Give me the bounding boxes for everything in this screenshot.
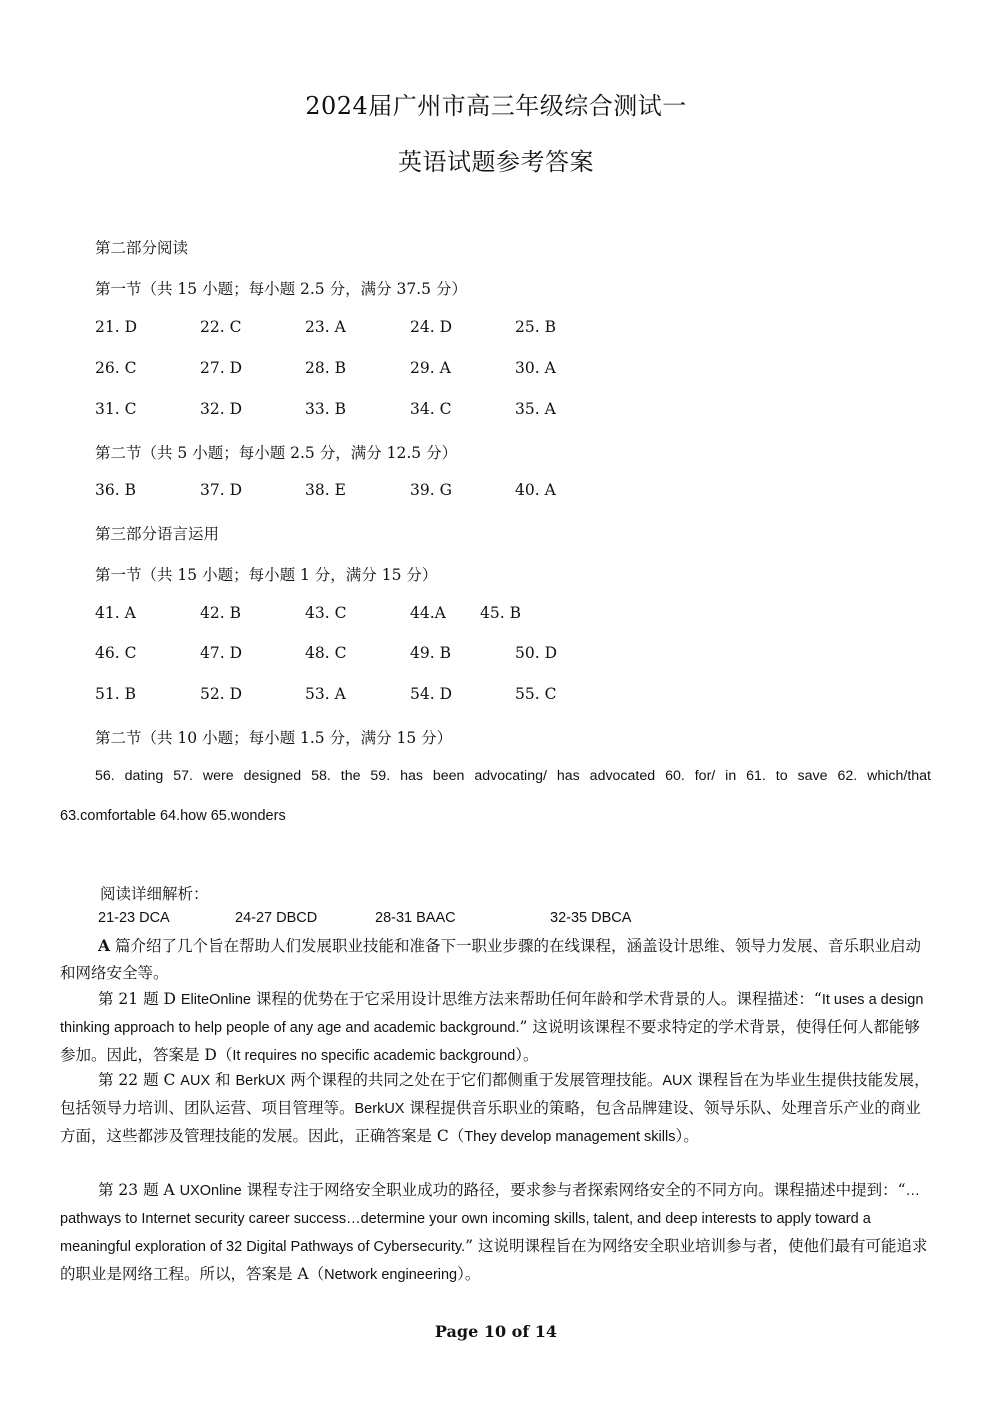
course-name: AUX (180, 1073, 211, 1089)
answer-item: 46. C (95, 644, 137, 662)
answer-item: 40. A (515, 481, 556, 499)
answer-item: 54. D (410, 685, 453, 703)
answer-item: 41. A (95, 604, 136, 622)
part3-sec2-heading: 第二节（共 10 小题；每小题 1.5 分，满分 15 分） (95, 729, 453, 747)
answer-item: 28. B (305, 359, 346, 377)
quote-text: It uses a design thinking approach to help people of any age and academic background. (60, 992, 924, 1036)
answer-item: 50. D (515, 644, 558, 662)
answer-item: 21. D (95, 318, 138, 336)
answer-item: 42. B (200, 604, 241, 622)
explanation-text: ）。 (457, 1265, 481, 1283)
answer-item: 35. A (515, 400, 556, 418)
answer-item: 44.A (410, 604, 446, 622)
answer-item: 34. C (410, 400, 452, 418)
explanation-text: 课程旨在为毕业生提供技能发展，包括领导力培训、团队运营、项目管理等。 (60, 1071, 930, 1117)
explanation-text: ）。 (675, 1127, 699, 1145)
answer-item: 29. A (410, 359, 451, 377)
explanation-text: 课程提供音乐职业的策略，包含品牌建设、领导乐队、处理音乐产业的商业方面，这些都涉及管理技能的发展。因此，正确答案是 C（ (60, 1099, 921, 1145)
answer-group: 32-35 DBCA (550, 910, 632, 926)
part3-heading: 第三部分语言运用 (95, 525, 220, 543)
part2-heading: 第二部分阅读 (95, 239, 189, 257)
answer-item: 53. A (305, 685, 346, 703)
answer-item: 43. C (305, 604, 347, 622)
quote-text: …pathways to Internet security career success…determine your own incoming skills, talent, and deep interests to apply toward a meaningful exploration of 32 Digital Pathways of Cybersecurity. (60, 1183, 921, 1255)
answer-text: They develop management skills (464, 1129, 676, 1145)
explanation-text: 两个课程的共同之处在于它们都侧重于发展管理技能。 (285, 1071, 663, 1089)
passage-summary-text: 篇介绍了几个旨在帮助人们发展职业技能和准备下一职业步骤的在线课程，涵盖设计思维、领导力发展、音乐职业启动和网络安全等。 (60, 937, 921, 982)
fill-in-answers-line1: 56. dating 57. were designed 58. the 59. has been advocating/ has advocated 60. for/ in 61. to save 62. which/that (95, 768, 931, 784)
explanation-text: ）。 (515, 1046, 539, 1064)
answer-item: 55. C (515, 685, 557, 703)
answer-item: 47. D (200, 644, 243, 662)
page-number: Page 10 of 14 (434, 1322, 558, 1341)
explanation-text: ” 这说明课程旨在为网络安全职业培训参与者，使他们最有可能追求的职业是网络工程。所以，答案是 A（ (60, 1237, 928, 1283)
answer-item: 36. B (95, 481, 136, 499)
answer-item: 24. D (410, 318, 453, 336)
answer-item: 39. G (410, 481, 452, 499)
answer-item: 51. B (95, 685, 136, 703)
answer-group: 21-23 DCA (98, 910, 170, 926)
course-name: EliteOnline (180, 992, 251, 1008)
answer-item: 30. A (515, 359, 556, 377)
answer-item: 33. B (305, 400, 346, 418)
course-name: BerkUX (354, 1101, 405, 1117)
answer-item: 32. D (200, 400, 243, 418)
answer-text: It requires no specific academic background (232, 1048, 516, 1064)
course-name: UXOnline (179, 1183, 242, 1199)
question-label: 第 22 题 C (98, 1071, 181, 1089)
fill-in-answers-line2: 63.comfortable 64.how 65.wonders (60, 808, 286, 824)
answer-item: 26. C (95, 359, 137, 377)
course-name: AUX (662, 1073, 693, 1089)
explanation-text: 和 (210, 1071, 236, 1089)
passage-label: A (98, 936, 111, 955)
answer-item: 27. D (200, 359, 243, 377)
course-name: BerkUX (235, 1073, 286, 1089)
answer-item: 22. C (200, 318, 242, 336)
answer-item: 23. A (305, 318, 346, 336)
answer-item: 52. D (200, 685, 243, 703)
explanation-text: 课程专注于网络安全职业成功的路径，要求参与者探索网络安全的不同方向。课程描述中提到：“ (241, 1181, 906, 1199)
explanation-q22 (60, 1067, 930, 1151)
explanation-text: 课程的优势在于它采用设计思维方法来帮助任何年龄和学术背景的人。课程描述：“ (250, 990, 822, 1008)
question-label: 第 21 题 D (98, 990, 181, 1008)
answer-group: 28-31 BAAC (375, 910, 456, 926)
answer-group: 24-27 DBCD (235, 910, 318, 926)
explanation-q21 (60, 986, 930, 1070)
answer-item: 31. C (95, 400, 137, 418)
answer-item: 25. B (515, 318, 556, 336)
part3-sec1-heading: 第一节（共 15 小题；每小题 1 分，满分 15 分） (95, 566, 438, 584)
explanation-text: ” 这说明该课程不要求特定的学术背景，使得任何人都能够参加。因此，答案是 D（ (60, 1018, 920, 1064)
answer-item: 48. C (305, 644, 347, 662)
analysis-heading: 阅读详细解析： (100, 885, 209, 903)
page-subtitle: 英语试题参考答案 (398, 148, 594, 176)
answer-text: Network engineering (324, 1267, 458, 1283)
question-label: 第 23 题 A (98, 1181, 180, 1199)
page-title: 2024届广州市高三年级综合测试一 (305, 92, 687, 120)
part2-sec1-heading: 第一节（共 15 小题；每小题 2.5 分，满分 37.5 分） (95, 280, 467, 298)
passage-a-summary (60, 932, 930, 987)
explanation-q23 (60, 1177, 930, 1289)
answer-item: 45. B (480, 604, 521, 622)
part2-sec2-heading: 第二节（共 5 小题；每小题 2.5 分，满分 12.5 分） (95, 444, 458, 462)
answer-item: 49. B (410, 644, 451, 662)
answer-item: 38. E (305, 481, 346, 499)
answer-item: 37. D (200, 481, 243, 499)
